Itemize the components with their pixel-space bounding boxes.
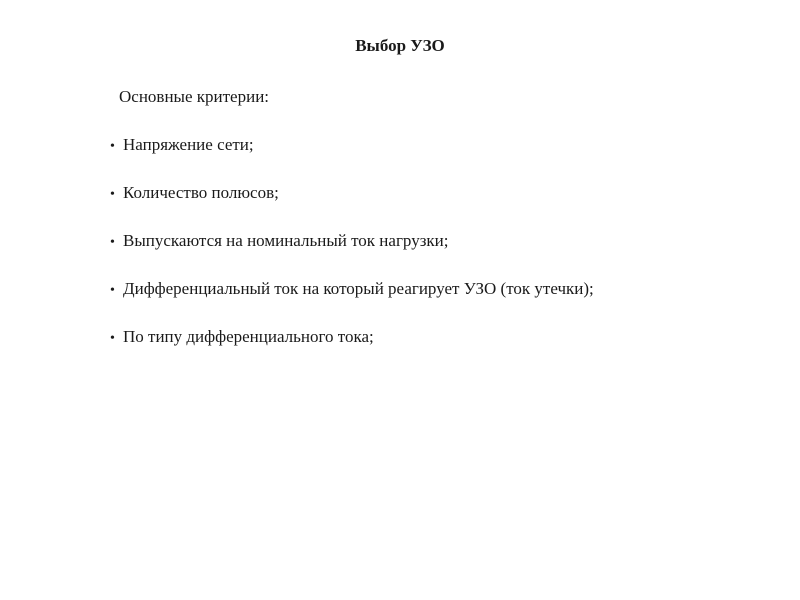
- list-item-text: Количество полюсов;: [123, 183, 279, 202]
- list-item: [110, 183, 594, 203]
- list-item-text: По типу дифференциального тока;: [123, 327, 374, 346]
- criteria-list: [110, 135, 594, 375]
- bullet-icon: •: [110, 139, 115, 154]
- bullet-icon: •: [110, 235, 115, 250]
- bullet-icon: •: [110, 331, 115, 346]
- list-item: [110, 135, 594, 155]
- slide-title: Выбор УЗО: [355, 36, 445, 55]
- list-item: [110, 279, 594, 299]
- list-item-text: Выпускаются на номинальный ток нагрузки;: [123, 231, 449, 250]
- bullet-icon: •: [110, 187, 115, 202]
- bullet-icon: •: [110, 283, 115, 298]
- list-item: [110, 327, 594, 347]
- list-item-text: Дифференциальный ток на который реагирует УЗО (ток утечки);: [123, 279, 594, 298]
- criteria-intro: Основные критерии:: [119, 87, 270, 106]
- list-item-text: Напряжение сети;: [123, 135, 254, 154]
- list-item: [110, 231, 594, 251]
